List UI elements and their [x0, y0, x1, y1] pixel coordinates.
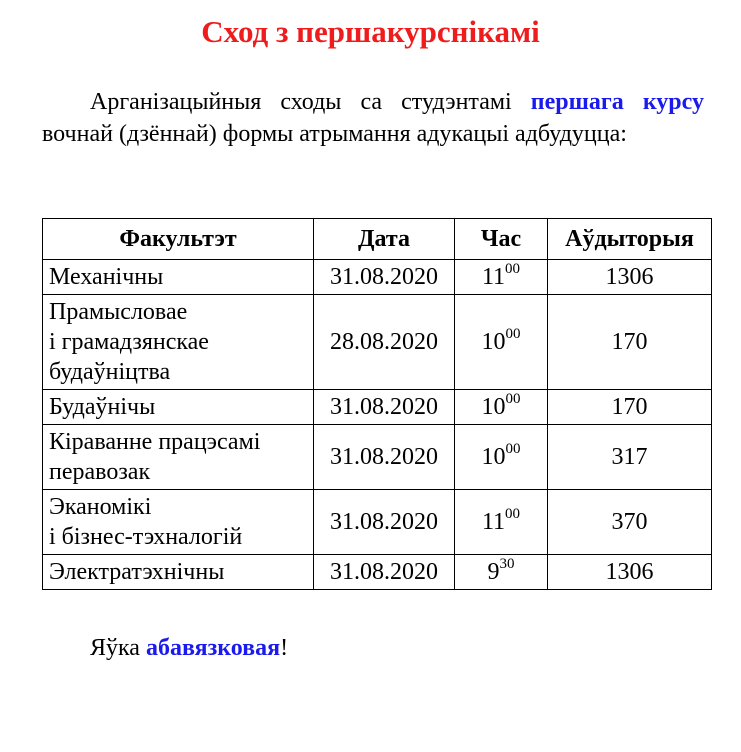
time-minutes: 00: [505, 391, 521, 407]
room-cell: 1306: [548, 555, 712, 590]
faculty-name-line: будаўніцтва: [49, 359, 171, 385]
table-header-row: [43, 219, 712, 260]
date-cell: 31.08.2020: [314, 425, 455, 490]
time-cell: [455, 555, 548, 590]
page-title: Сход з першакурснікамі: [201, 14, 540, 49]
time-hour: 11: [481, 264, 506, 290]
date-cell: 31.08.2020: [314, 490, 455, 555]
time-cell: [455, 295, 548, 390]
room-cell: 170: [548, 295, 712, 390]
intro-highlight: першага курсу: [530, 89, 704, 115]
date-cell: 31.08.2020: [314, 260, 455, 295]
header-room: Аўдыторыя: [548, 219, 712, 260]
table-row: [43, 260, 712, 295]
time-hour: 10: [481, 444, 506, 470]
table-row: [43, 555, 712, 590]
time-minutes: 00: [505, 506, 521, 522]
header-time: Час: [455, 219, 548, 260]
schedule-table: [42, 218, 712, 590]
intro-text-start: Арганізацыйныя сходы са студэнтамі: [90, 89, 531, 115]
table-row: [43, 390, 712, 425]
time-cell: [455, 425, 548, 490]
date-cell: 31.08.2020: [314, 555, 455, 590]
time-minutes: 30: [499, 556, 515, 572]
time-hour: 11: [481, 509, 506, 535]
room-cell: 317: [548, 425, 712, 490]
footer-highlight: абавязковая: [145, 635, 281, 661]
table-row: [43, 295, 712, 390]
faculty-name-line: Будаўнічы: [49, 394, 156, 420]
room-cell: 370: [548, 490, 712, 555]
time-cell: [455, 390, 548, 425]
faculty-cell: [43, 490, 314, 555]
faculty-cell: [43, 390, 314, 425]
time-cell: [455, 260, 548, 295]
faculty-cell: [43, 555, 314, 590]
faculty-cell: [43, 260, 314, 295]
faculty-cell: [43, 295, 314, 390]
faculty-cell: [43, 425, 314, 490]
time-hour: 9: [487, 559, 500, 585]
faculty-name-line: і бізнес-тэхналогій: [49, 524, 243, 550]
table-row: [43, 490, 712, 555]
faculty-name-line: перавозак: [49, 459, 151, 485]
faculty-name-line: Прамысловае: [49, 299, 188, 325]
intro-text-end: вочнай (дзённай) формы атрымання адукацыі адбудуцца:: [42, 121, 627, 147]
footer-text-start: Яўка: [90, 635, 146, 661]
footer-text-end: !: [280, 635, 289, 661]
time-hour: 10: [481, 329, 506, 355]
faculty-name-line: і грамадзянскае: [49, 329, 209, 355]
time-minutes: 00: [505, 326, 521, 342]
faculty-name-line: Электратэхнічны: [49, 559, 225, 585]
room-cell: 1306: [548, 260, 712, 295]
room-cell: 170: [548, 390, 712, 425]
time-minutes: 00: [505, 261, 521, 277]
header-date: Дата: [314, 219, 455, 260]
date-cell: 28.08.2020: [314, 295, 455, 390]
time-minutes: 00: [505, 441, 521, 457]
header-faculty: Факультэт: [43, 219, 314, 260]
time-cell: [455, 490, 548, 555]
time-hour: 10: [481, 394, 506, 420]
faculty-name-line: Механічны: [49, 264, 164, 290]
intro-paragraph: [42, 86, 704, 150]
date-cell: 31.08.2020: [314, 390, 455, 425]
table-row: [43, 425, 712, 490]
faculty-name-line: Эканомікі: [49, 494, 152, 520]
footer-note: [90, 632, 288, 664]
faculty-name-line: Кіраванне працэсамі: [49, 429, 261, 455]
